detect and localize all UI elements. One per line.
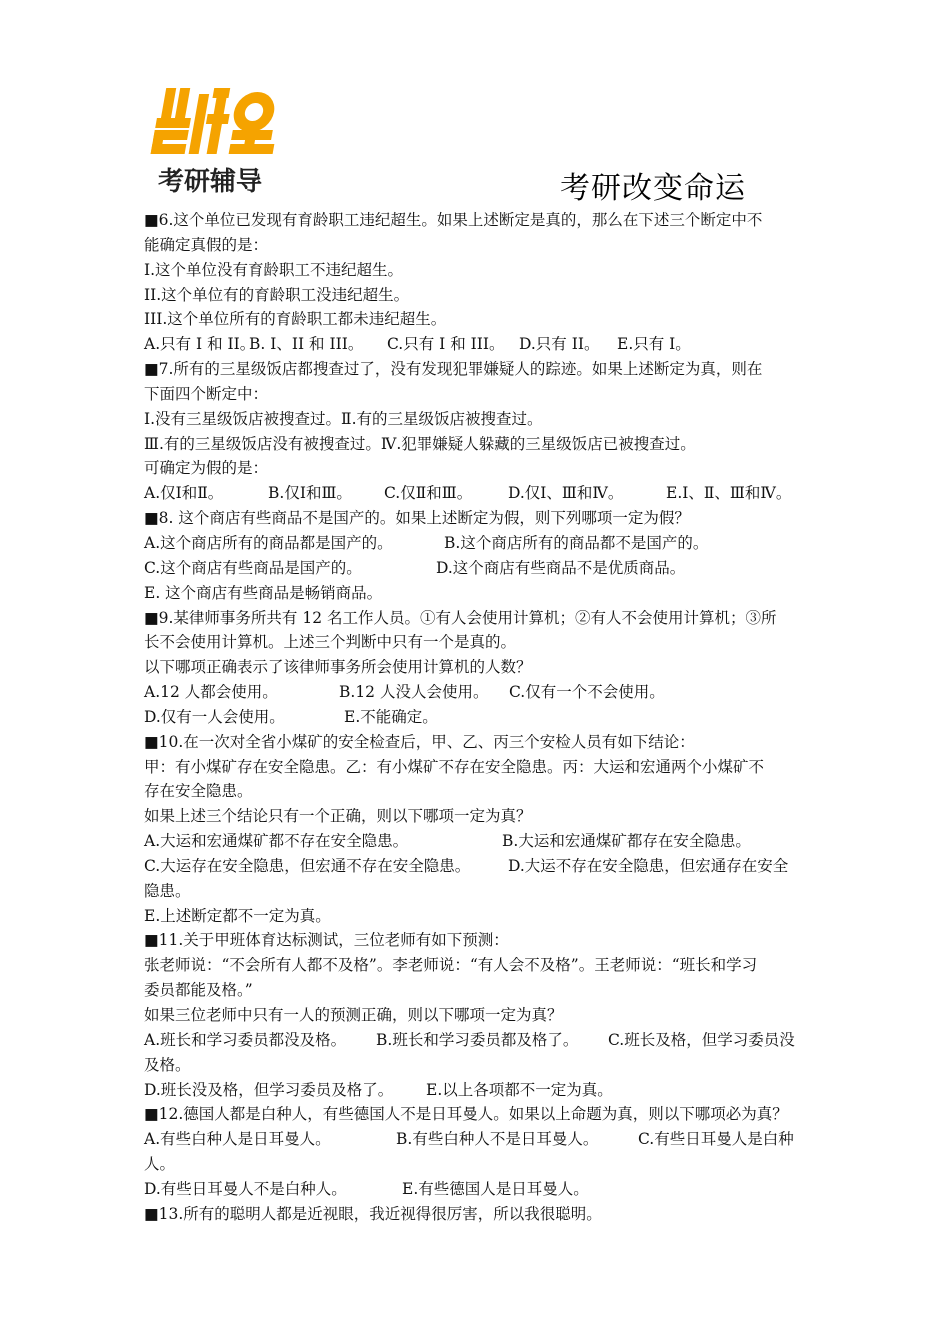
- options-line: [144, 1028, 810, 1053]
- text-line: I.这个单位没有育龄职工不违纪超生。: [144, 260, 404, 279]
- option: B.大运和宏通煤矿都存在安全隐患。: [502, 832, 751, 851]
- text-line: 如果上述三个结论只有一个正确，则以下哪项一定为真？: [144, 807, 532, 826]
- text-line: 委员都能及格。”: [144, 981, 253, 1000]
- option: D.有些日耳曼人不是白种人。: [144, 1179, 347, 1198]
- options-line: [144, 556, 810, 581]
- text-line: 及格。: [144, 1055, 191, 1074]
- text-line: 下面四个断定中：: [144, 384, 269, 403]
- kaicheng-logo: [150, 78, 300, 198]
- text-line: ■11.关于甲班体育达标测试，三位老师有如下预测：: [144, 931, 509, 950]
- text-line: 能确定真假的是：: [144, 235, 269, 254]
- option: C.仅有一个不会使用。: [509, 683, 665, 702]
- text-line: ■13.所有的聪明人都是近视眼，我近视得很厉害，所以我很聪明。: [144, 1204, 602, 1223]
- options-line: [144, 1127, 810, 1152]
- option: C.班长及格，但学习委员没: [608, 1030, 795, 1049]
- text-line: 如果三位老师中只有一人的预测正确，则以下哪项一定为真？: [144, 1006, 563, 1024]
- option: D.只有 II。: [519, 335, 600, 354]
- options-line: [144, 680, 810, 705]
- text-line: 存在安全隐患。: [144, 782, 253, 801]
- text-line: III.这个单位所有的育龄职工都未违纪超生。: [144, 310, 447, 329]
- options-line: [144, 1177, 810, 1202]
- option: E.只有 I。: [617, 335, 691, 354]
- slogan: 考研改变命运: [560, 171, 746, 206]
- question-text: [144, 208, 810, 1227]
- option: A.班长和学习委员都没及格。: [144, 1030, 347, 1049]
- option: E.Ⅰ、Ⅱ、Ⅲ和Ⅳ。: [666, 484, 792, 503]
- text-line: ■8. 这个商店有些商品不是国产的。如果上述断定为假，则下列哪项一定为假？: [144, 509, 690, 528]
- logo-subtitle: 考研辅导: [158, 167, 263, 197]
- option: C.仅Ⅱ和Ⅲ。: [384, 484, 473, 503]
- text-line: 可确定为假的是：: [144, 459, 269, 478]
- options-line: [144, 705, 810, 730]
- text-line: II.这个单位有的育龄职工没违纪超生。: [144, 285, 410, 304]
- text-line: ■9.某律师事务所共有 12 名工作人员。①有人会使用计算机；②有人不会使用计算机；③所: [144, 608, 777, 627]
- options-line: [144, 854, 810, 879]
- options-line: [144, 1078, 810, 1103]
- option: A.有些白种人是日耳曼人。: [144, 1130, 331, 1149]
- text-line: E.上述断定都不一定为真。: [144, 906, 331, 925]
- text-line: Ⅲ.有的三星级饭店没有被搜查过。Ⅳ.犯罪嫌疑人躲藏的三星级饭店已被搜查过。: [144, 434, 696, 453]
- options-line: [144, 481, 810, 506]
- option: A.仅Ⅰ和Ⅱ。: [144, 484, 224, 503]
- text-line: 人。: [144, 1155, 176, 1174]
- option: D.仅有一人会使用。: [144, 707, 285, 726]
- option: C.只有 I 和 III。: [387, 335, 505, 354]
- option: B. I、II 和 III。: [249, 335, 364, 354]
- text-line: ■7.所有的三星级饭店都搜查过了，没有发现犯罪嫌疑人的踪迹。如果上述断定为真，则在: [144, 360, 763, 379]
- text-line: Ⅰ.没有三星级饭店被搜查过。Ⅱ.有的三星级饭店被搜查过。: [144, 409, 543, 428]
- text-line: 以下哪项正确表示了该律师事务所会使用计算机的人数？: [144, 658, 532, 677]
- option: C.大运存在安全隐患，但宏通不存在安全隐患。: [144, 856, 471, 875]
- text-line: 甲：有小煤矿存在安全隐患。乙：有小煤矿不存在安全隐患。丙：大运和宏通两个小煤矿不: [144, 757, 765, 776]
- option: B.仅Ⅰ和Ⅲ。: [268, 484, 352, 503]
- options-line: [144, 332, 810, 357]
- option: E.有些德国人是日耳曼人。: [402, 1179, 589, 1198]
- option: D.班长没及格，但学习委员及格了。: [144, 1080, 394, 1099]
- option: C.有些日耳曼人是白种: [638, 1130, 794, 1149]
- option: B.有些白种人不是日耳曼人。: [396, 1130, 599, 1149]
- option: E.以上各项都不一定为真。: [426, 1080, 613, 1099]
- text-line: 张老师说：“不会所有人都不及格”。李老师说：“有人会不及格”。王老师说：“班长和学习: [144, 956, 758, 975]
- option: D.仅Ⅰ、Ⅲ和Ⅳ。: [508, 484, 624, 503]
- text-line: ■6.这个单位已发现有育龄职工违纪超生。如果上述断定是真的，那么在下述三个断定中不: [144, 211, 763, 229]
- text-line: 长不会使用计算机。上述三个判断中只有一个是真的。: [144, 633, 517, 652]
- option: B.这个商店所有的商品都不是国产的。: [444, 533, 709, 552]
- option: A.这个商店所有的商品都是国产的。: [144, 533, 393, 552]
- option: A.只有 I 和 II。: [144, 335, 256, 354]
- text-line: ■10.在一次对全省小煤矿的安全检查后，甲、乙、丙三个安检人员有如下结论：: [144, 732, 695, 751]
- option: A.大运和宏通煤矿都不存在安全隐患。: [144, 832, 409, 851]
- option: B.12 人没人会使用。: [339, 683, 489, 702]
- options-line: [144, 829, 810, 854]
- text-line: ■12.德国人都是白种人，有些德国人不是日耳曼人。如果以上命题为真，则以下哪项必为真？: [144, 1105, 788, 1124]
- option: E.不能确定。: [344, 707, 438, 726]
- option: D.这个商店有些商品不是优质商品。: [436, 558, 686, 577]
- options-line: [144, 531, 810, 556]
- option: B.班长和学习委员都及格了。: [376, 1030, 579, 1049]
- text-line: 隐患。: [144, 881, 191, 900]
- option: A.12 人都会使用。: [144, 683, 278, 702]
- text-line: E. 这个商店有些商品是畅销商品。: [144, 583, 383, 602]
- option: C.这个商店有些商品是国产的。: [144, 558, 362, 577]
- option: D.大运不存在安全隐患，但宏通存在安全: [508, 856, 789, 875]
